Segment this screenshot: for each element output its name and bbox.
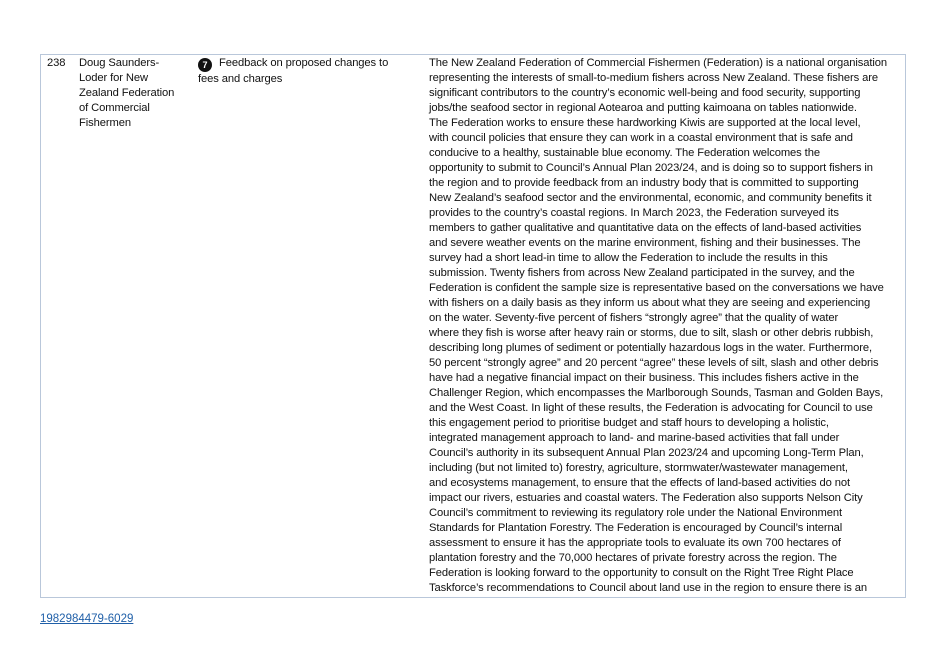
topic-text: Feedback on proposed changes to [219, 57, 389, 69]
submission-number: 238 [47, 57, 66, 69]
comment-line: impact our rivers, estuaries and coastal waters. The Federation also supports Nelson City [429, 492, 863, 504]
comment-line: and severe weather events on the marine environment, fishing and their businesses. The [429, 237, 861, 249]
submitter-name-line: Fishermen [79, 117, 131, 129]
topic-number-badge: 7 [198, 58, 212, 72]
comment-line: on the water. Seventy-five percent of fishers “strongly agree” that the quality of water [429, 312, 839, 324]
comment-line: Federation is confident the sample size is representative based on the conversations we have [429, 282, 884, 294]
comment-line: with fishers on a daily basis as they inform us about what they are seeing and experiencing [429, 297, 871, 309]
comment-line: assessment to ensure it has the appropriate tools to evaluate its own 700 hectares of [429, 537, 841, 549]
submission-topic [198, 56, 420, 87]
comment-line: this engagement period to prioritise budget and staff hours to developing a holistic, [429, 417, 829, 429]
submitter-name-line: Doug Saunders- [79, 57, 160, 69]
submitter-name-line: of Commercial [79, 102, 150, 114]
comment-line: the region and to provide feedback from an industry body that is committed to supporting [429, 177, 859, 189]
comment-line: representing the interests of small-to-medium fishers across New Zealand. These fishers are [429, 72, 878, 84]
comment-line: and ecosystems management, to ensure that the effects of land-based activities do not [429, 477, 851, 489]
comment-line: with council policies that ensure they can work in a coastal environment that is safe and [429, 132, 853, 144]
submission-comment [429, 56, 903, 596]
comment-line: 50 percent “strongly agree” and 20 percent “agree” these levels of silt, slash and other debris [429, 357, 879, 369]
comment-line: Federation is looking forward to the opportunity to consult on the Right Tree Right Place [429, 567, 854, 579]
submission-table [40, 54, 906, 598]
comment-line: The Federation works to ensure these hardworking Kiwis are supported at the local level, [429, 117, 861, 129]
comment-line: submission. Twenty fishers from across New Zealand participated in the survey, and the [429, 267, 855, 279]
comment-line: jobs/the seafood sector in regional Aotearoa and putting kaimoana on tables nationwide. [429, 102, 857, 114]
comment-line: New Zealand’s seafood sector and the environmental, economic, and community benefits it [429, 192, 872, 204]
comment-line: including (but not limited to) forestry, agriculture, stormwater/wastewater management, [429, 462, 848, 474]
comment-line: Challenger Region, which encompasses the Marlborough Sounds, Tasman and Golden Bays, [429, 387, 884, 399]
comment-line: describing long plumes of sediment or potentially hazardous logs in the water. Furthermore, [429, 342, 872, 354]
topic-line: fees and charges [198, 73, 283, 85]
comment-line: Standards for Plantation Forestry. The Federation is encouraged by Council’s internal [429, 522, 843, 534]
submitter-name-line: Zealand Federation [79, 87, 175, 99]
comment-line: The New Zealand Federation of Commercial Fishermen (Federation) is a national organisation [429, 57, 887, 69]
comment-line: have had a negative financial impact on their business. This includes fishers active in the [429, 372, 859, 384]
comment-line: opportunity to submit to Council’s Annual Plan 2023/24, and is doing so to support fishers in [429, 162, 873, 174]
submitter-name-line: Loder for New [79, 72, 148, 84]
comment-line: plantation forestry and the 70,000 hectares of private forestry across the region. The [429, 552, 837, 564]
comment-line: integrated management approach to land- and marine-based activities that fall under [429, 432, 840, 444]
comment-line: and the West Coast. In light of these results, the Federation is advocating for Council to use [429, 402, 873, 414]
comment-line: where they fish is worse after heavy rain or storms, due to silt, slash or other debris rubbish, [429, 327, 874, 339]
comment-line: members to gather qualitative and quantitative data on the effects of land-based activities [429, 222, 862, 234]
submitter-name [79, 56, 187, 131]
comment-line: significant contributors to the country’s economic well-being and food security, supporting [429, 87, 861, 99]
document-id-link[interactable]: 1982984479-6029 [40, 613, 134, 625]
comment-line: survey had a short lead-in time to allow the Federation to include the results in this [429, 252, 828, 264]
comment-line: Council’s commitment to reviewing its regulatory role under the National Environment [429, 507, 842, 519]
comment-line: conducive to a healthy, sustainable blue economy. The Federation welcomes the [429, 147, 820, 159]
topic-line [198, 56, 420, 72]
comment-line: provides to the country’s coastal regions. In March 2023, the Federation surveyed its [429, 207, 839, 219]
comment-line: Taskforce’s recommendations to Council about land use in the region to ensure there is an [429, 582, 868, 594]
comment-line: Council’s authority in its subsequent Annual Plan 2023/24 and upcoming Long-Term Plan, [429, 447, 864, 459]
